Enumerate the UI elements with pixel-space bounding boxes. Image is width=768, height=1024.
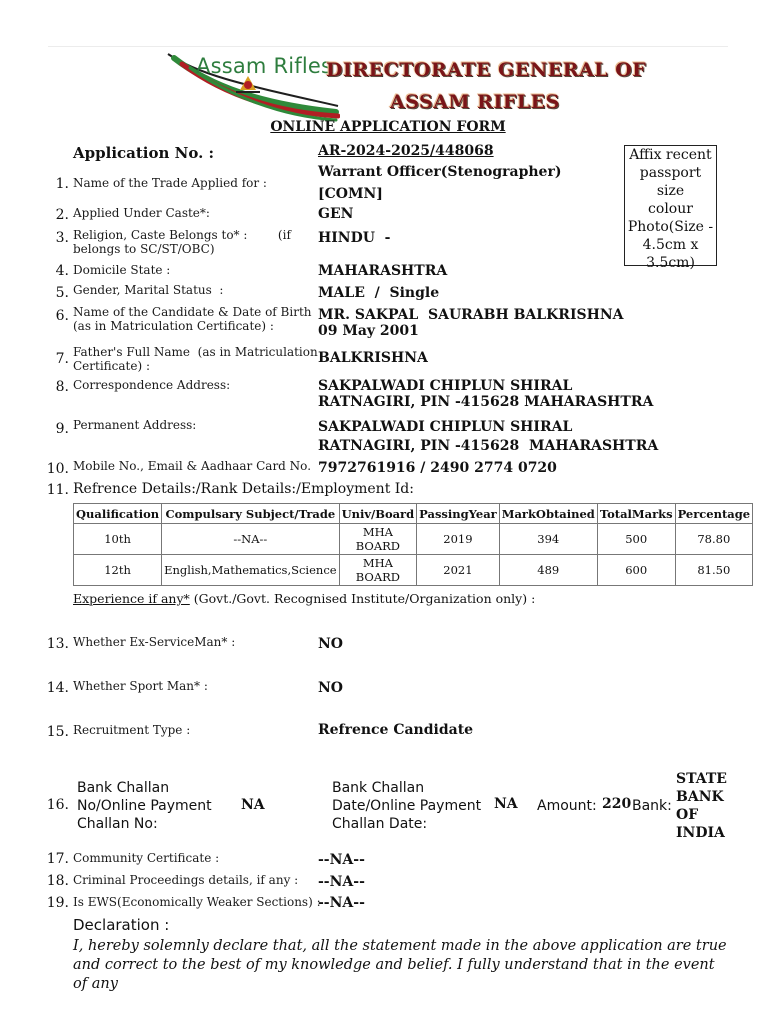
father-name-label: Father's Full Name (as in Matriculation bbox=[73, 345, 318, 359]
community-certificate-label: Community Certificate : bbox=[73, 851, 220, 865]
reference-details-label: Refrence Details:/Rank Details:/Employment Id: bbox=[73, 481, 414, 497]
table-header-row bbox=[74, 504, 753, 524]
column-header: Univ/Board bbox=[339, 504, 417, 524]
table-cell: 78.80 bbox=[675, 524, 753, 555]
field-number: 8. bbox=[55, 379, 69, 395]
candidate-name-label: Name of the Candidate & Date of Birth bbox=[73, 305, 312, 319]
amount-label: Amount: bbox=[537, 798, 597, 814]
challan-date-label-line: Challan Date: bbox=[332, 816, 428, 832]
correspondence-address-value-line2: RATNAGIRI, PIN -415628 MAHARASHTRA bbox=[318, 394, 654, 410]
caste-label: Applied Under Caste*: bbox=[73, 206, 210, 220]
mobile-label: Mobile No., Email & Aadhaar Card No. bbox=[73, 459, 312, 473]
table-cell: MHA BOARD bbox=[339, 555, 417, 586]
domicile-label: Domicile State : bbox=[73, 263, 171, 277]
table-row bbox=[74, 524, 753, 555]
column-header: Percentage bbox=[675, 504, 753, 524]
field-number: 6. bbox=[55, 308, 69, 324]
bank-value-line: OF bbox=[676, 807, 699, 823]
declaration-title: Declaration : bbox=[73, 916, 170, 934]
bank-value-line: STATE bbox=[676, 771, 727, 787]
correspondence-address-value: SAKPALWADI CHIPLUN SHIRAL bbox=[318, 378, 573, 394]
field-number: 17. bbox=[46, 851, 69, 867]
bank-value-line: INDIA bbox=[676, 825, 725, 841]
permanent-address-label: Permanent Address: bbox=[73, 418, 197, 432]
declaration-text: I, hereby solemnly declare that, all the statement made in the above application are true and correct to the best of my knowledge and belief. I fully understand that in the event of any bbox=[73, 938, 727, 992]
field-number: 4. bbox=[55, 263, 69, 279]
table-cell: 500 bbox=[597, 524, 675, 555]
experience-label: Experience if any* bbox=[73, 591, 190, 606]
religion-label: Religion, Caste Belongs to* : (if bbox=[73, 228, 291, 242]
table-row bbox=[74, 555, 753, 586]
table-cell: MHA BOARD bbox=[339, 524, 417, 555]
photo-box-line: colour bbox=[648, 201, 693, 217]
qualification-table bbox=[73, 503, 753, 586]
challan-date-label-line: Date/Online Payment bbox=[332, 798, 482, 814]
criminal-proceedings-value: --NA-- bbox=[318, 874, 365, 890]
header-title-line2: ASSAM RIFLES bbox=[390, 91, 560, 113]
gender-label: Gender, Marital Status : bbox=[73, 283, 224, 297]
bank-value-line: BANK bbox=[676, 789, 724, 805]
challan-no-value: NA bbox=[241, 797, 265, 813]
photo-box-line: 3.5cm) bbox=[646, 255, 695, 271]
father-name-label-line2: Certificate) : bbox=[73, 359, 151, 373]
bank-label: Bank: bbox=[632, 798, 672, 814]
column-header: PassingYear bbox=[417, 504, 500, 524]
ews-value: --NA-- bbox=[318, 895, 365, 911]
ex-serviceman-value: NO bbox=[318, 636, 343, 652]
form-title: ONLINE APPLICATION FORM bbox=[270, 119, 506, 135]
candidate-name-value: MR. SAKPAL SAURABH BALKRISHNA bbox=[318, 307, 624, 323]
recruitment-type-value: Refrence Candidate bbox=[318, 722, 474, 738]
field-number: 13. bbox=[46, 636, 69, 652]
permanent-address-value-line2: RATNAGIRI, PIN -415628 MAHARASHTRA bbox=[318, 438, 659, 454]
domicile-value: MAHARASHTRA bbox=[318, 263, 448, 279]
trade-value: Warrant Officer(Stenographer) bbox=[318, 164, 562, 180]
sportsman-label: Whether Sport Man* : bbox=[73, 679, 208, 693]
table-cell: 2019 bbox=[417, 524, 500, 555]
field-number: 1. bbox=[55, 176, 69, 192]
field-number: 18. bbox=[46, 873, 69, 889]
recruitment-type-label: Recruitment Type : bbox=[73, 723, 191, 737]
table-cell: 12th bbox=[74, 555, 162, 586]
religion-value: HINDU - bbox=[318, 230, 391, 246]
table-cell: 81.50 bbox=[675, 555, 753, 586]
caste-value: GEN bbox=[318, 206, 354, 222]
column-header: TotalMarks bbox=[597, 504, 675, 524]
candidate-name-label-line2: (as in Matriculation Certificate) : bbox=[73, 319, 274, 333]
experience-note: (Govt./Govt. Recognised Institute/Organization only) : bbox=[189, 591, 536, 606]
challan-no-label-line: No/Online Payment bbox=[77, 798, 212, 814]
table-cell: --NA-- bbox=[162, 524, 339, 555]
experience-line bbox=[73, 591, 535, 606]
table-cell: 10th bbox=[74, 524, 162, 555]
column-header: MarkObtained bbox=[499, 504, 597, 524]
date-of-birth-value: 09 May 2001 bbox=[318, 323, 419, 339]
trade-value-line2: [COMN] bbox=[318, 186, 383, 202]
challan-date-value: NA bbox=[494, 796, 518, 812]
field-number: 2. bbox=[55, 207, 69, 223]
permanent-address-value: SAKPALWADI CHIPLUN SHIRAL bbox=[318, 419, 573, 435]
field-number: 9. bbox=[55, 421, 69, 437]
bank-value bbox=[676, 770, 727, 842]
photo-placeholder-box bbox=[624, 145, 717, 271]
challan-no-label-line: Challan No: bbox=[77, 816, 158, 832]
logo-text: Assam Rifles bbox=[196, 54, 333, 78]
table-cell: 394 bbox=[499, 524, 597, 555]
table-cell: 600 bbox=[597, 555, 675, 586]
photo-box-line: Photo(Size - bbox=[627, 219, 714, 235]
field-number: 5. bbox=[55, 285, 69, 301]
header-title-line1: DIRECTORATE GENERAL OF bbox=[326, 59, 647, 81]
challan-no-label-line: Bank Challan bbox=[77, 780, 170, 796]
mobile-value: 7972761916 / 2490 2774 0720 bbox=[318, 460, 557, 476]
photo-box-line: Affix recent bbox=[629, 147, 712, 163]
field-number: 3. bbox=[55, 230, 69, 246]
challan-date-label bbox=[332, 779, 481, 833]
field-number: 15. bbox=[46, 724, 69, 740]
correspondence-address-label: Correspondence Address: bbox=[73, 378, 231, 392]
field-number: 19. bbox=[46, 895, 69, 911]
community-certificate-value: --NA-- bbox=[318, 852, 365, 868]
top-rule bbox=[48, 46, 728, 47]
field-number: 16. bbox=[46, 797, 69, 813]
religion-label-line2: belongs to SC/ST/OBC) bbox=[73, 242, 215, 256]
gender-value: MALE / Single bbox=[318, 285, 440, 301]
photo-box-line: passport size bbox=[639, 165, 702, 199]
criminal-proceedings-label: Criminal Proceedings details, if any : bbox=[73, 873, 299, 887]
challan-no-label bbox=[77, 779, 212, 833]
challan-date-label-line: Bank Challan bbox=[332, 780, 425, 796]
field-number: 10. bbox=[46, 461, 69, 477]
father-name-value: BALKRISHNA bbox=[318, 350, 428, 366]
ews-label: Is EWS(Economically Weaker Sections) : bbox=[73, 895, 321, 909]
field-number: 14. bbox=[46, 680, 69, 696]
ex-serviceman-label: Whether Ex-ServiceMan* : bbox=[73, 635, 236, 649]
field-number: 11. bbox=[46, 482, 69, 498]
trade-label: Name of the Trade Applied for : bbox=[73, 176, 267, 190]
table-cell: 489 bbox=[499, 555, 597, 586]
table-cell: 2021 bbox=[417, 555, 500, 586]
column-header: Qualification bbox=[74, 504, 162, 524]
photo-box-line: 4.5cm x bbox=[642, 237, 699, 253]
application-no-label: Application No. : bbox=[73, 144, 215, 162]
field-number: 7. bbox=[55, 351, 69, 367]
column-header: Compulsary Subject/Trade bbox=[162, 504, 339, 524]
sportsman-value: NO bbox=[318, 680, 343, 696]
table-cell: English,Mathematics,Science bbox=[162, 555, 339, 586]
application-no-value: AR-2024-2025/448068 bbox=[318, 143, 494, 159]
amount-value: 220 bbox=[602, 796, 632, 812]
